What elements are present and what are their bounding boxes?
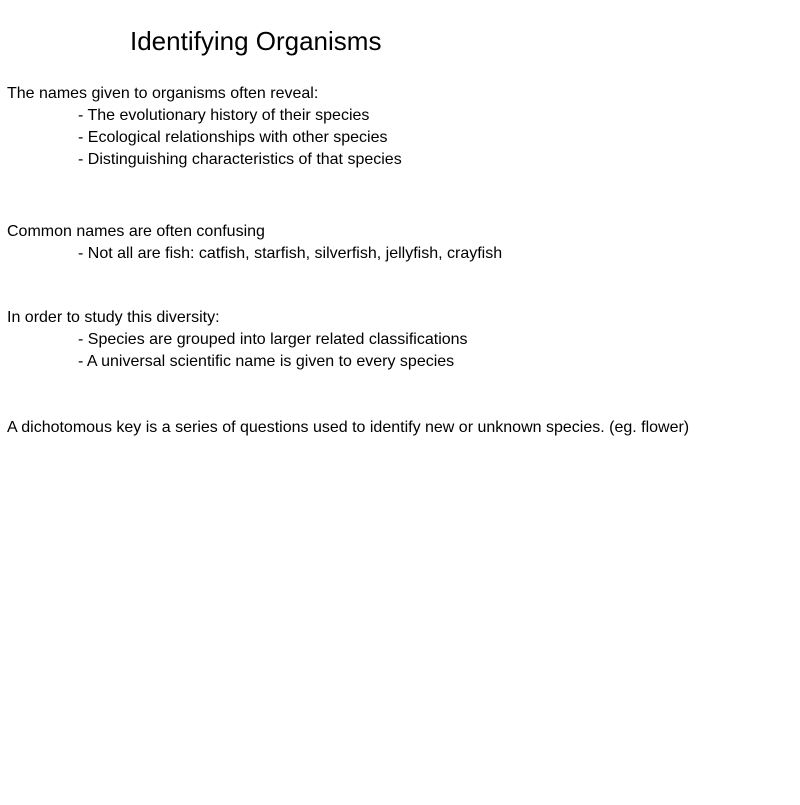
section-common-names — [7, 221, 767, 265]
section-dichotomous-key — [7, 417, 767, 439]
bullet-item: - The evolutionary history of their species — [78, 107, 370, 124]
bullet-item: - Distinguishing characteristics of that species — [78, 151, 402, 168]
section-paragraph: A dichotomous key is a series of questions used to identify new or unknown species. (eg. flower) — [7, 419, 690, 436]
section-name-reveals — [7, 83, 767, 171]
page-title: Identifying Organisms — [130, 26, 382, 56]
bullet-item: - A universal scientific name is given to every species — [78, 353, 455, 370]
bullet-item: - Ecological relationships with other species — [78, 129, 388, 146]
section-heading: In order to study this diversity: — [7, 309, 220, 326]
section-heading: The names given to organisms often reveal: — [7, 85, 319, 102]
section-study-diversity — [7, 307, 767, 373]
section-heading: Common names are often confusing — [7, 223, 265, 240]
bullet-item: - Species are grouped into larger related classifications — [78, 331, 468, 348]
bullet-item: - Not all are fish: catfish, starfish, silverfish, jellyfish, crayfish — [78, 245, 503, 262]
